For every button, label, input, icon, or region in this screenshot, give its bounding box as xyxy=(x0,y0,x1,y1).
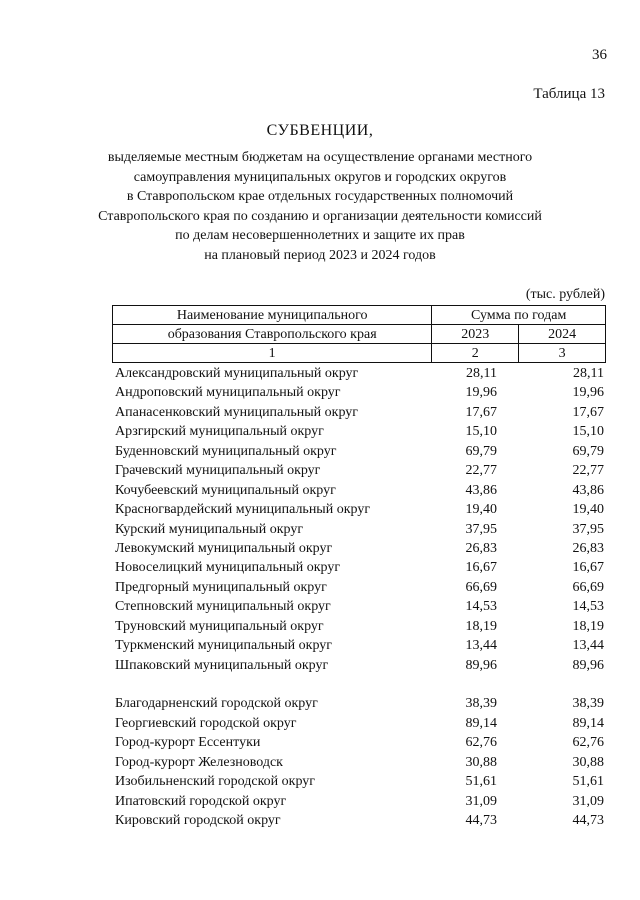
row-value-2024: 14,53 xyxy=(572,599,604,615)
table-row xyxy=(112,733,606,752)
row-value-2023: 28,11 xyxy=(466,366,497,381)
row-name: Шпаковский муниципальный округ xyxy=(115,657,329,673)
table-row xyxy=(112,500,606,519)
row-value-2023: 62,76 xyxy=(465,735,497,751)
table-header xyxy=(112,305,606,363)
table-row xyxy=(112,403,606,422)
row-value-2023: 15,10 xyxy=(465,424,497,440)
row-value-2023: 17,67 xyxy=(465,404,497,420)
row-value-2024: 28,11 xyxy=(573,366,604,381)
row-value-2023: 43,86 xyxy=(465,482,497,498)
table-label: Таблица 13 xyxy=(533,86,605,102)
subtitle-line: выделяемые местным бюджетам на осуществление органами местного xyxy=(107,150,533,165)
row-value-2024: 62,76 xyxy=(572,735,604,751)
row-value-2024: 43,86 xyxy=(572,482,604,498)
row-name: Георгиевский городской округ xyxy=(115,715,297,731)
row-value-2024: 89,14 xyxy=(572,715,604,731)
table-row xyxy=(112,753,606,772)
row-value-2023: 69,79 xyxy=(465,443,497,459)
table-row xyxy=(112,617,606,636)
table-row xyxy=(112,578,606,597)
table-row xyxy=(112,694,606,713)
table-row xyxy=(112,539,606,558)
row-value-2023: 89,14 xyxy=(465,715,497,731)
row-value-2023: 51,61 xyxy=(465,774,497,790)
table-row xyxy=(112,714,606,733)
row-value-2024: 31,09 xyxy=(572,793,604,809)
row-value-2024: 15,10 xyxy=(572,424,604,440)
header-name-line1: Наименование муниципального xyxy=(113,306,432,325)
header-year-2023: 2023 xyxy=(432,325,519,344)
table-row xyxy=(112,656,606,675)
row-name: Красногвардейский муниципальный округ xyxy=(115,502,371,518)
row-value-2024: 89,96 xyxy=(572,657,604,673)
row-value-2023: 19,40 xyxy=(465,502,497,518)
table-row xyxy=(112,461,606,480)
table-row xyxy=(112,422,606,441)
row-name: Труновский муниципальный округ xyxy=(115,618,324,634)
table-body xyxy=(112,364,606,831)
row-name: Изобильненский городской округ xyxy=(115,774,316,790)
table-row xyxy=(112,520,606,539)
row-name: Грачевский муниципальный округ xyxy=(115,463,321,479)
row-name: Арзгирский муниципальный округ xyxy=(115,424,324,440)
page-number: 36 xyxy=(592,47,607,63)
row-value-2023: 26,83 xyxy=(465,540,497,556)
row-value-2023: 37,95 xyxy=(465,521,497,537)
row-value-2024: 18,19 xyxy=(572,618,604,634)
row-value-2024: 30,88 xyxy=(572,754,604,770)
row-value-2024: 44,73 xyxy=(572,813,604,829)
row-value-2024: 16,67 xyxy=(572,560,604,576)
row-name: Левокумский муниципальный округ xyxy=(115,540,333,556)
header-year-2024: 2024 xyxy=(519,325,606,344)
subtitle-line: самоуправления муниципальных округов и городских округов xyxy=(133,169,507,185)
table-row xyxy=(112,364,606,383)
row-value-2023: 18,19 xyxy=(465,618,497,634)
header-col-3: 3 xyxy=(519,344,606,363)
table-row xyxy=(112,772,606,791)
row-value-2023: 22,77 xyxy=(465,463,497,479)
row-value-2024: 13,44 xyxy=(572,638,604,654)
row-value-2024: 66,69 xyxy=(572,579,604,595)
table-row xyxy=(112,636,606,655)
row-value-2024: 17,67 xyxy=(572,404,604,420)
table-row xyxy=(112,558,606,577)
row-name: Кировский городской округ xyxy=(115,813,281,829)
table-row xyxy=(112,481,606,500)
row-name: Александровский муниципальный округ xyxy=(115,366,359,381)
row-value-2023: 13,44 xyxy=(465,638,497,654)
row-value-2023: 14,53 xyxy=(465,599,497,615)
row-name: Степновский муниципальный округ xyxy=(115,599,331,615)
row-value-2023: 19,96 xyxy=(465,385,497,401)
row-value-2024: 19,40 xyxy=(572,502,604,518)
subtitle-line: по делам несовершеннолетних и защите их прав xyxy=(175,228,465,243)
row-value-2024: 37,95 xyxy=(572,521,604,537)
row-value-2024: 22,77 xyxy=(572,463,604,479)
row-value-2023: 89,96 xyxy=(465,657,497,673)
row-name: Курский муниципальный округ xyxy=(115,521,304,537)
subtitle-line: в Ставропольском крае отдельных государственных полномочий xyxy=(126,189,514,204)
row-value-2024: 38,39 xyxy=(572,696,604,712)
row-value-2023: 30,88 xyxy=(465,754,497,770)
row-value-2024: 26,83 xyxy=(572,540,604,556)
row-value-2023: 38,39 xyxy=(465,696,497,712)
row-name: Туркменский муниципальный округ xyxy=(115,638,332,654)
subtitle-line: на плановый период 2023 и 2024 годов xyxy=(204,247,436,263)
row-value-2023: 44,73 xyxy=(465,813,497,829)
table-row xyxy=(112,811,606,830)
header-name-line2: образования Ставропольского края xyxy=(113,325,432,344)
municipal-rows xyxy=(112,364,606,675)
row-name: Апанасенковский муниципальный округ xyxy=(115,404,359,420)
header-col-2: 2 xyxy=(432,344,519,363)
row-name: Благодарненский городской округ xyxy=(115,696,318,712)
table-row xyxy=(112,442,606,461)
table-row xyxy=(112,597,606,616)
header-col-1: 1 xyxy=(113,344,432,363)
section-gap xyxy=(112,675,606,694)
document-subtitle xyxy=(0,148,640,265)
row-name: Ипатовский городской округ xyxy=(115,793,287,809)
header-sum: Сумма по годам xyxy=(432,306,606,325)
row-name: Город-курорт Железноводск xyxy=(115,754,283,770)
row-value-2023: 16,67 xyxy=(465,560,497,576)
document-title: СУБВЕНЦИИ, xyxy=(266,122,374,139)
subtitle-line: Ставропольского края по созданию и организации деятельности комиссий xyxy=(98,208,542,224)
row-name: Город-курорт Ессентуки xyxy=(115,735,261,751)
row-name: Предгорный муниципальный округ xyxy=(115,579,327,595)
unit-label: (тыс. рублей) xyxy=(525,287,605,302)
row-name: Новоселицкий муниципальный округ xyxy=(115,560,341,576)
table-row xyxy=(112,792,606,811)
table-row xyxy=(112,383,606,402)
city-rows xyxy=(112,694,606,830)
row-value-2024: 69,79 xyxy=(572,443,604,459)
row-value-2024: 51,61 xyxy=(572,774,604,790)
row-name: Буденновский муниципальный округ xyxy=(115,443,337,459)
row-value-2023: 66,69 xyxy=(465,579,497,595)
row-name: Кочубеевский муниципальный округ xyxy=(115,482,336,498)
row-value-2024: 19,96 xyxy=(572,385,604,401)
row-value-2023: 31,09 xyxy=(465,793,497,809)
row-name: Андроповский муниципальный округ xyxy=(115,385,341,401)
